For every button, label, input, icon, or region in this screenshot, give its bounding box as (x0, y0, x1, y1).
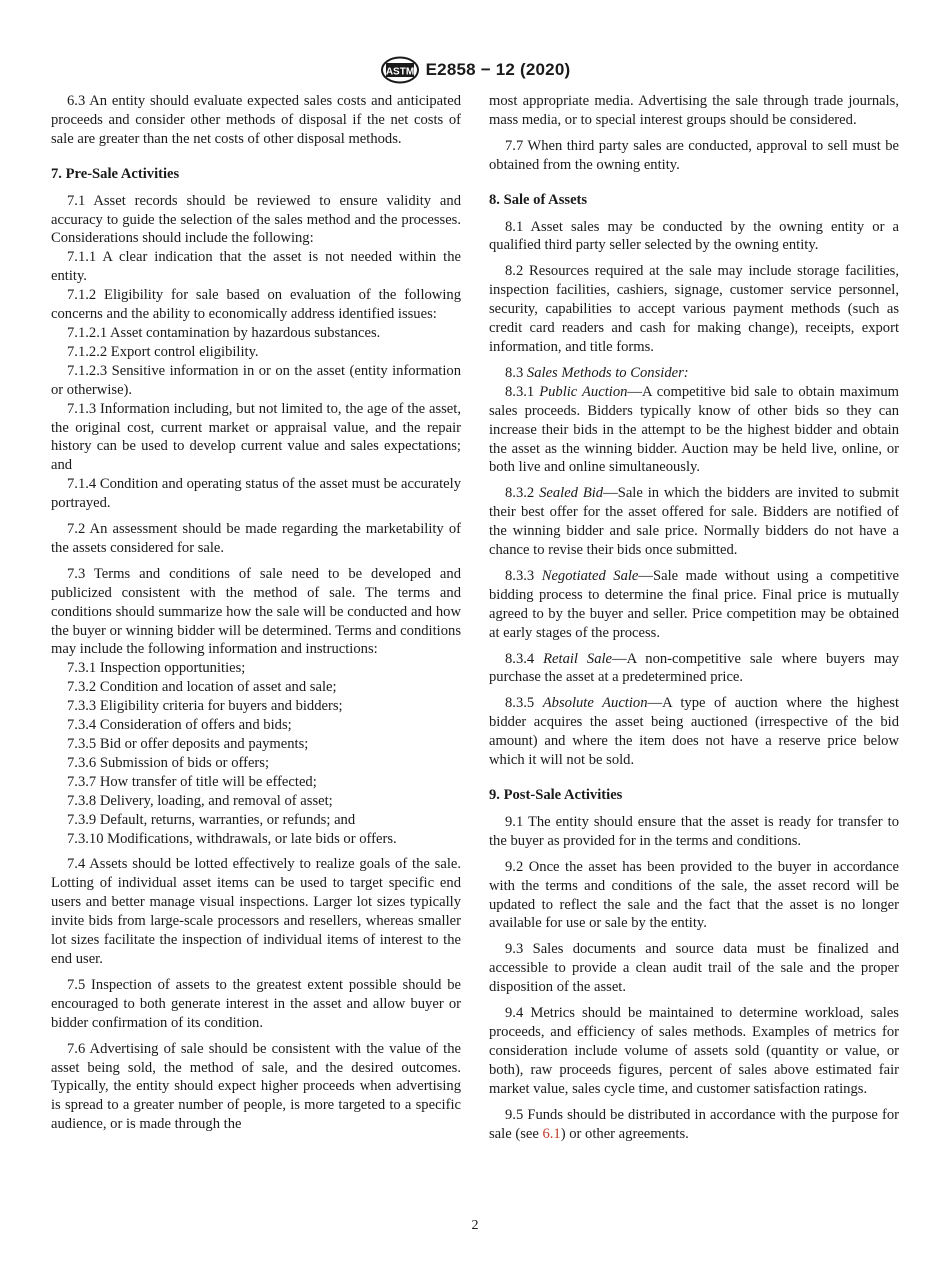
definition: —Sale made without using a competitive bidding process to determine the final price. Final price is mutually agreed to by the buyer and seller. Price competition may be obtained at early stages of the process. (489, 567, 899, 641)
right-column (489, 92, 899, 1150)
section-6-3: 6.3 An entity should evaluate expected sales costs and anticipated proceeds and consider other methods of disposal if the net costs of sale are greater than the net costs of other disposal methods. (51, 93, 461, 147)
section-7-1-2-1: 7.1.2.1 Asset contamination by hazardous substances. (67, 324, 381, 341)
term: Retail Sale (543, 650, 613, 667)
section-7-1-2-3: 7.1.2.3 Sensitive information in or on the asset (entity information or otherwise). (51, 362, 461, 398)
section-7-2: 7.2 An assessment should be made regarding the marketability of the assets considered for sale. (51, 521, 461, 556)
list-item: 7.3.10 Modifications, withdrawals, or late bids or offers. (67, 830, 397, 847)
section-9-5 (489, 1106, 899, 1144)
section-text: ) or other agreements. (560, 1125, 689, 1142)
standard-designation: E2858 − 12 (2020) (425, 60, 571, 79)
section-7-6-continued: most appropriate media. Advertising the sale through trade journals, mass media, or to special interest groups should be considered. (489, 93, 899, 128)
heading-section-8: 8. Sale of Assets (489, 191, 588, 208)
term: Public Auction (539, 383, 628, 400)
astm-logo-icon (380, 56, 420, 84)
list-item: 7.3.4 Consideration of offers and bids; (67, 717, 292, 734)
section-7-1-3: 7.1.3 Information including, but not limited to, the age of the asset, the original cost, current market or appraisal value, and the repair history can be used to develop current value and sales expectations; and (51, 400, 461, 474)
term: Absolute Auction (542, 695, 648, 712)
section-7-6: 7.6 Advertising of sale should be consistent with the value of the asset being sold, the method of sale, and the desired outcomes. Typically, the entity should expect higher proceeds when advertising is spread to a greater number of people, is more targeted to a specific audience, or is made through the (51, 1040, 461, 1133)
section-9-3: 9.3 Sales documents and source data must be finalized and accessible to provide a clean audit trail of the sale and the proper disposition of the asset. (489, 941, 899, 996)
section-7-3: 7.3 Terms and conditions of sale need to be developed and publicized consistent with the method of sale. The terms and conditions should summarize how the sale will be conducted and how the buyer or winning bidder will be determined. Terms and conditions may include the following information and instructions: (51, 565, 461, 658)
definition: —A type of auction where the highest bidder acquires the asset being auctioned (irrespective of the bid amount) and where the item does not have a reserve price below which it will not be sold. (489, 695, 899, 769)
section-9-4: 9.4 Metrics should be maintained to determine workload, sales proceeds, and efficiency of sales methods. Examples of metrics for consideration include volume of assets sold (quantity or value, or both), raw proceeds figures, percent of sales above estimated fair market value, sales cycle time, and customer satisfaction ratings. (489, 1005, 899, 1097)
term: Negotiated Sale (541, 567, 639, 584)
list-item: 7.3.8 Delivery, loading, and removal of asset; (67, 792, 333, 809)
section-7-7: 7.7 When third party sales are conducted, approval to sell must be obtained from the owning entity. (489, 137, 899, 173)
section-7-1-4: 7.1.4 Condition and operating status of the asset must be accurately portrayed. (51, 476, 461, 512)
section-number: 8.3.3 (505, 567, 542, 584)
section-7-1-2-2: 7.1.2.2 Export control eligibility. (67, 343, 259, 360)
section-7-1-1: 7.1.1 A clear indication that the asset is not needed within the entity. (51, 249, 461, 285)
svg-text:ASTM: ASTM (385, 66, 414, 78)
page-header (0, 56, 950, 84)
section-title: Sales Methods to Consider: (526, 364, 689, 381)
section-8-2: 8.2 Resources required at the sale may include storage facilities, inspection facilities, cashiers, signage, customer service personnel, security, capabilities to accept various payment methods (such as credit card readers and cash for making change), receipts, export information, and title forms. (489, 263, 899, 355)
definition: —Sale in which the bidders are invited to submit their best offer for the asset offered for sale. Bidders are notified of the winning bidder and sale price. Normally bidders do not have a chance to revise their bids once submitted. (489, 485, 899, 559)
list-item: 7.3.5 Bid or offer deposits and payments; (67, 736, 309, 752)
list-item: 7.3.9 Default, returns, warranties, or refunds; and (67, 811, 356, 828)
list-7-3 (51, 659, 461, 848)
heading-section-7: 7. Pre-Sale Activities (51, 165, 180, 182)
section-8-3-4 (489, 650, 899, 688)
section-8-1: 8.1 Asset sales may be conducted by the owning entity or a qualified third party seller selected by the owning entity. (489, 218, 899, 254)
list-item: 7.3.7 How transfer of title will be effected; (67, 773, 317, 790)
section-8-3 (489, 364, 899, 383)
list-item: 7.3.2 Condition and location of asset and sale; (67, 679, 337, 696)
section-9-1: 9.1 The entity should ensure that the asset is ready for transfer to the buyer as provided for in the terms and conditions. (489, 813, 899, 849)
section-8-3-2 (489, 484, 899, 560)
section-9-2: 9.2 Once the asset has been provided to the buyer in accordance with the terms and conditions of the sale, the asset record will be updated to reflect the sale and the fact that the asset is no longer available for use or sale by the entity. (489, 858, 899, 932)
section-8-3-1 (489, 383, 899, 478)
section-number: 8.3.1 (505, 383, 540, 400)
section-8-3-5 (489, 694, 899, 770)
section-7-5: 7.5 Inspection of assets to the greatest extent possible should be encouraged to both generate interest in the asset and allow buyer or bidder confirmation of its condition. (51, 976, 461, 1031)
section-text: 9.5 Funds should be distributed in accordance with the purpose for sale (see (489, 1106, 899, 1142)
section-number: 8.3.4 (505, 650, 544, 667)
section-number: 8.3.5 (505, 695, 543, 712)
section-number: 8.3.2 (505, 485, 540, 502)
definition: —A non-competitive sale where buyers may purchase the asset at a predetermined price. (489, 650, 899, 686)
section-7-1: 7.1 Asset records should be reviewed to ensure validity and accuracy to guide the selection of the sales method and the processes. Considerations should include the following: (51, 192, 461, 247)
section-number: 8.3 (505, 364, 527, 381)
term: Sealed Bid (539, 485, 604, 502)
list-item: 7.3.3 Eligibility criteria for buyers and bidders; (67, 698, 343, 715)
list-item: 7.3.1 Inspection opportunities; (67, 660, 246, 677)
page-number: 2 (471, 1218, 479, 1233)
cross-reference-link[interactable]: 6.1 (542, 1125, 561, 1142)
definition: —A competitive bid sale to obtain maximum sales proceeds. Bidders typically know of other bids so they can increase their bids in the attempt to be the highest bidder and obtain the asset as the winning bidder. Auction may be held live, online, or both live and online simultaneously. (489, 383, 899, 476)
section-8-3-3 (489, 567, 899, 643)
section-7-4: 7.4 Assets should be lotted effectively to realize goals of the sale. Lotting of individual asset items can be used to target specific end users and better manage visual inspections. Larger lot sizes typically invite bids from large-scale processors and resellers, whereas smaller lot sizes facilitate the inspection of individual items of interest to the end user. (51, 856, 461, 967)
list-item: 7.3.6 Submission of bids or offers; (67, 754, 270, 771)
section-7-1-2: 7.1.2 Eligibility for sale based on evaluation of the following concerns and the ability to economically address identified issues: (51, 287, 461, 323)
left-column (51, 92, 461, 1141)
heading-section-9: 9. Post-Sale Activities (489, 787, 623, 803)
